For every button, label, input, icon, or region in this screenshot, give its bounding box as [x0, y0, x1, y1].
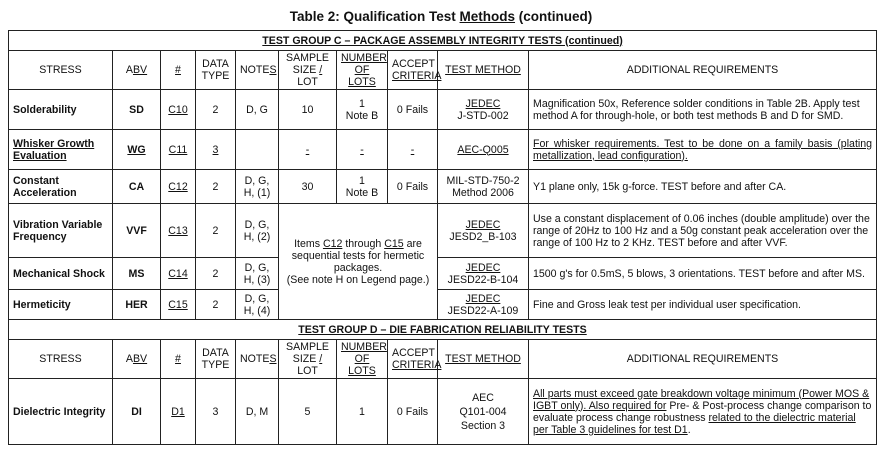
test-number-link[interactable]: C10: [161, 90, 196, 130]
group-d-title: TEST GROUP D – DIE FABRICATION RELIABILITY TESTS: [9, 320, 877, 340]
test-number-link[interactable]: D1: [161, 379, 196, 445]
sequential-tests-note: Items C12 through C15 are sequential tests for hermetic packages. (See note H on Legend page.): [279, 204, 438, 320]
notes-cell: D, M: [236, 379, 279, 445]
header-data-type: DATA TYPE: [196, 340, 236, 379]
header-sample: SAMPLE SIZE / LOT: [279, 340, 337, 379]
header-abv: ABV: [113, 340, 161, 379]
requirements-cell: All parts must exceed gate breakdown voltage minimum (Power MOS & IGBT only). Also required for Pre- & Post-process change comparison to evaluate process change robustness related to the dielectric material per Table 3 guidelines for test D1.: [529, 379, 877, 445]
accept-cell: -: [388, 130, 438, 170]
notes-cell: D, G, H, (4): [236, 290, 279, 320]
header-method: TEST METHOD: [438, 340, 529, 379]
requirements-cell: Fine and Gross leak test per individual user specification.: [529, 290, 877, 320]
header-method: TEST METHOD: [438, 51, 529, 90]
table-row: [9, 258, 877, 290]
header-additional: ADDITIONAL REQUIREMENTS: [529, 51, 877, 90]
table-caption: [0, 7, 882, 26]
sample-cell: -: [279, 130, 337, 170]
test-number-link[interactable]: C13: [161, 204, 196, 258]
data-type-cell: 2: [196, 258, 236, 290]
notes-cell: D, G, H, (3): [236, 258, 279, 290]
table-row: [9, 90, 877, 130]
method-cell: JEDEC JESD22-A-109: [438, 290, 529, 320]
notes-cell: D, G, H, (2): [236, 204, 279, 258]
header-stress: STRESS: [9, 340, 113, 379]
group-c-title: TEST GROUP C – PACKAGE ASSEMBLY INTEGRITY TESTS (continued): [9, 31, 877, 51]
stress-cell: Whisker Growth Evaluation: [9, 130, 113, 170]
header-notes: NOTES: [236, 51, 279, 90]
lots-cell: 1 Note B: [337, 170, 388, 204]
stress-cell: Hermeticity: [9, 290, 113, 320]
table-row: [9, 130, 877, 170]
sample-cell: 5: [279, 379, 337, 445]
stress-cell: Dielectric Integrity: [9, 379, 113, 445]
caption-prefix: Table 2: Qualification Test: [289, 9, 460, 24]
data-type-cell: 2: [196, 170, 236, 204]
qualification-table: [8, 30, 877, 445]
lots-cell: -: [337, 130, 388, 170]
requirements-cell: Use a constant displacement of 0.06 inches (double amplitude) over the range of 20Hz to 100 Hz and a 50g constant peak acceleration over the range of 100 Hz to 2 KHz. TEST before and after VVF.: [529, 204, 877, 258]
header-row-d: [9, 340, 877, 379]
header-additional: ADDITIONAL REQUIREMENTS: [529, 340, 877, 379]
header-sample: SAMPLE SIZE / LOT: [279, 51, 337, 90]
caption-methods: Methods: [459, 9, 516, 24]
requirements-cell: Y1 plane only, 15k g-force. TEST before and after CA.: [529, 170, 877, 204]
header-stress: STRESS: [9, 51, 113, 90]
requirements-cell: Magnification 50x, Reference solder conditions in Table 2B. Apply test method A for through-hole, or both test methods B and D for SMD.: [529, 90, 877, 130]
header-accept: ACCEPT CRITERIA: [388, 51, 438, 90]
method-cell: JEDEC J-STD-002: [438, 90, 529, 130]
caption-suffix: (continued): [515, 9, 593, 24]
table-row: [9, 290, 877, 320]
abv-cell: MS: [113, 258, 161, 290]
table-row: [9, 379, 877, 445]
test-number-link[interactable]: C14: [161, 258, 196, 290]
header-row-c: [9, 51, 877, 90]
method-cell: MIL-STD-750-2 Method 2006: [438, 170, 529, 204]
sample-cell: 30: [279, 170, 337, 204]
data-type-cell: 2: [196, 290, 236, 320]
header-lots: NUMBER OF LOTS: [337, 340, 388, 379]
table-row: [9, 204, 877, 258]
header-notes: NOTES: [236, 340, 279, 379]
stress-cell: Constant Acceleration: [9, 170, 113, 204]
sample-cell: 10: [279, 90, 337, 130]
method-cell: AEC-Q005: [438, 130, 529, 170]
header-num: #: [161, 51, 196, 90]
data-type-cell: 2: [196, 204, 236, 258]
header-abv: ABV: [113, 51, 161, 90]
lots-cell: 1: [337, 379, 388, 445]
lots-cell: 1 Note B: [337, 90, 388, 130]
header-data-type: DATA TYPE: [196, 51, 236, 90]
accept-cell: 0 Fails: [388, 90, 438, 130]
header-accept: ACCEPT CRITERIA: [388, 340, 438, 379]
abv-cell: CA: [113, 170, 161, 204]
abv-cell: HER: [113, 290, 161, 320]
data-type-cell: 3: [196, 379, 236, 445]
data-type-cell: 2: [196, 90, 236, 130]
abv-cell: WG: [113, 130, 161, 170]
abv-cell: SD: [113, 90, 161, 130]
stress-cell: Solderability: [9, 90, 113, 130]
accept-cell: 0 Fails: [388, 379, 438, 445]
abv-cell: DI: [113, 379, 161, 445]
test-number-link[interactable]: C15: [161, 290, 196, 320]
abv-cell: VVF: [113, 204, 161, 258]
notes-cell: [236, 130, 279, 170]
data-type-cell: 3: [196, 130, 236, 170]
header-num: #: [161, 340, 196, 379]
stress-cell: Vibration Variable Frequency: [9, 204, 113, 258]
header-lots: NUMBER OF LOTS: [337, 51, 388, 90]
notes-cell: D, G, H, (1): [236, 170, 279, 204]
method-cell: AEC Q101-004 Section 3: [438, 379, 529, 445]
accept-cell: 0 Fails: [388, 170, 438, 204]
method-cell: JEDEC JESD22-B-104: [438, 258, 529, 290]
test-number-link[interactable]: C12: [161, 170, 196, 204]
test-number-link[interactable]: C11: [161, 130, 196, 170]
method-cell: JEDEC JESD2_B-103: [438, 204, 529, 258]
stress-cell: Mechanical Shock: [9, 258, 113, 290]
notes-cell: D, G: [236, 90, 279, 130]
requirements-cell: 1500 g's for 0.5mS, 5 blows, 3 orientations. TEST before and after MS.: [529, 258, 877, 290]
requirements-cell: For whisker requirements. Test to be done on a family basis (plating metallization, lead configuration).: [529, 130, 877, 170]
table-row: [9, 170, 877, 204]
